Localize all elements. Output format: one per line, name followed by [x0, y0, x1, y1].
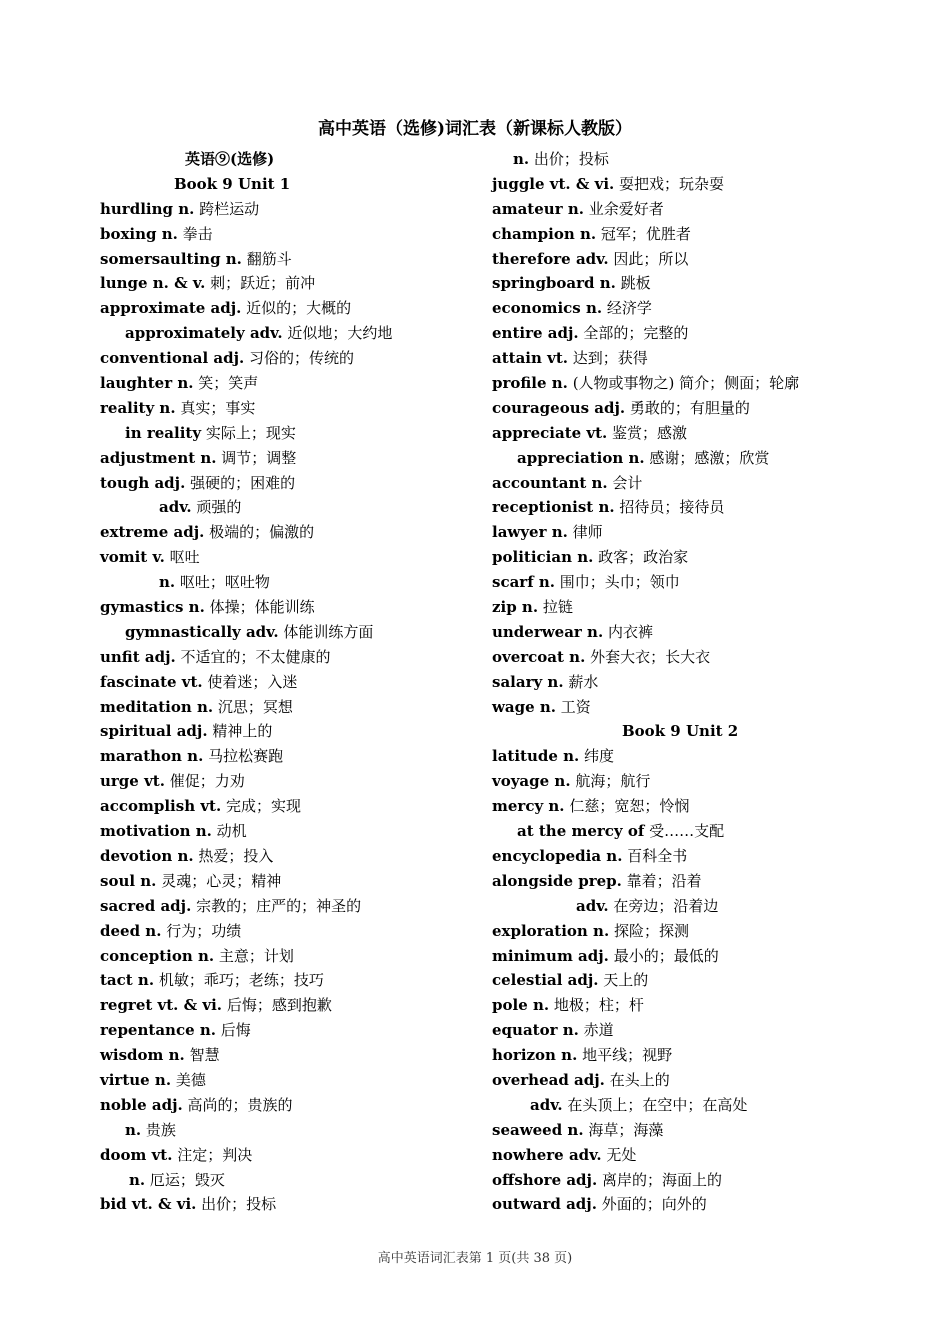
vocab-entry — [492, 570, 932, 595]
entry-definition: 调节；调整 — [221, 448, 297, 467]
entry-headword: overcoat n. — [492, 647, 586, 666]
entry-headword: politician n. — [492, 548, 594, 567]
entry-definition: 实际上；现实 — [205, 423, 296, 442]
entry-definition: 动机 — [216, 822, 247, 841]
entry-headword: alongside prep. — [492, 871, 622, 890]
entry-headword: reality n. — [100, 398, 176, 417]
vocab-entry — [492, 919, 932, 944]
entry-headword: equator n. — [492, 1021, 579, 1040]
entry-headword: deed n. — [100, 921, 162, 940]
entry-definition: 达到；获得 — [572, 349, 648, 368]
entry-definition: 体操；体能训练 — [209, 598, 315, 617]
entry-definition: 真实；事实 — [180, 398, 256, 417]
entry-headword: n. — [125, 1120, 142, 1139]
entry-headword: appreciation n. — [517, 448, 645, 467]
entry-definition: 政客；政治家 — [598, 548, 689, 567]
entry-headword: receptionist n. — [492, 498, 615, 517]
vocab-entry — [100, 919, 480, 944]
entry-definition: 勇敢的；有胆量的 — [629, 398, 750, 417]
entry-definition: 马拉松赛跑 — [208, 747, 284, 766]
entry-headword: entire adj. — [492, 324, 579, 343]
entry-headword: lawyer n. — [492, 523, 568, 542]
entry-headword: 英语⑨(选修) — [185, 150, 275, 168]
vocab-entry — [100, 719, 480, 744]
entry-headword: boxing n. — [100, 224, 178, 243]
vocab-entry — [100, 346, 480, 371]
vocab-entry — [100, 844, 480, 869]
entry-definition: 围巾；头巾；领巾 — [559, 573, 680, 592]
entry-headword: underwear n. — [492, 622, 604, 641]
entry-definition: 机敏；乖巧；老练；技巧 — [158, 971, 324, 990]
vocab-entry — [492, 271, 932, 296]
vocab-entry — [492, 744, 932, 769]
entry-definition: 海草；海藻 — [588, 1120, 664, 1139]
entry-headword: fascinate vt. — [100, 672, 203, 691]
entry-definition: (人物或事物之) 简介；侧面；轮廓 — [572, 374, 800, 393]
entry-definition: 宗教的；庄严的；神圣的 — [196, 896, 362, 915]
entry-headword: celestial adj. — [492, 971, 599, 990]
entry-headword: tact n. — [100, 971, 155, 990]
vocab-entry — [492, 321, 932, 346]
vocab-entry — [492, 620, 932, 645]
vocab-entry — [492, 296, 932, 321]
entry-definition: 律师 — [572, 523, 603, 542]
vocab-entry — [492, 520, 932, 545]
entry-definition: 航海；航行 — [575, 772, 651, 791]
entry-definition: 外面的；向外的 — [601, 1195, 707, 1214]
vocab-entry — [100, 595, 480, 620]
entry-definition: 灵魂；心灵；精神 — [161, 871, 282, 890]
entry-headword: Book 9 Unit 1 — [174, 174, 291, 193]
entry-definition: 全部的；完整的 — [583, 324, 689, 343]
entry-definition: 热爱；投入 — [198, 846, 274, 865]
vocab-entry — [100, 695, 480, 720]
entry-headword: regret vt. & vi. — [100, 996, 223, 1015]
entry-headword: conception n. — [100, 946, 215, 965]
vocab-entry — [492, 894, 932, 919]
entry-definition: 出价；投标 — [201, 1195, 277, 1214]
entry-definition: 近似地；大约地 — [287, 324, 393, 343]
entry-definition: 仁慈；宽恕；怜悯 — [569, 797, 690, 816]
entry-headword: salary n. — [492, 672, 564, 691]
entry-definition: 地极；柱；杆 — [553, 996, 644, 1015]
entry-headword: economics n. — [492, 299, 603, 318]
vocab-entry — [492, 1168, 932, 1193]
entry-headword: virtue n. — [100, 1070, 172, 1089]
entry-headword: repentance n. — [100, 1021, 216, 1040]
vocab-entry — [492, 645, 932, 670]
vocab-entry — [492, 819, 932, 844]
entry-headword: meditation n. — [100, 697, 214, 716]
entry-definition: 出价；投标 — [533, 150, 609, 168]
vocab-entry — [100, 1118, 480, 1143]
entry-definition: 会计 — [612, 473, 643, 492]
entry-definition: 智慧 — [189, 1046, 220, 1065]
vocab-entry — [492, 719, 932, 744]
entry-definition: 注定；判决 — [177, 1145, 253, 1164]
entry-headword: horizon n. — [492, 1046, 578, 1065]
vocab-entry — [492, 545, 932, 570]
vocab-entry — [492, 993, 932, 1018]
vocab-entry — [492, 1018, 932, 1043]
entry-definition: 在旁边；沿着边 — [613, 896, 719, 915]
vocab-entry — [100, 1168, 480, 1193]
vocab-entry — [100, 645, 480, 670]
entry-definition: 顽强的 — [196, 498, 242, 517]
vocab-entry — [100, 1043, 480, 1068]
vocab-entry — [492, 222, 932, 247]
entry-headword: urge vt. — [100, 772, 165, 791]
vocab-entry — [100, 446, 480, 471]
vocab-entry — [492, 944, 932, 969]
entry-definition: 完成；实现 — [225, 797, 301, 816]
entry-headword: n. — [129, 1170, 146, 1189]
vocab-entry — [492, 446, 932, 471]
entry-headword: somersaulting n. — [100, 249, 242, 268]
entry-headword: soul n. — [100, 871, 157, 890]
entry-definition: 翻筋斗 — [246, 249, 292, 268]
vocab-entry — [100, 744, 480, 769]
vocab-entry — [100, 321, 480, 346]
vocab-column-right — [492, 147, 932, 1217]
vocab-entry — [100, 247, 480, 272]
entry-definition: 无处 — [606, 1145, 637, 1164]
vocab-entry — [100, 147, 480, 172]
entry-headword: n. — [513, 150, 530, 168]
vocab-entry — [100, 545, 480, 570]
entry-definition: 耍把戏；玩杂耍 — [619, 174, 725, 193]
entry-definition: 催促；力劝 — [169, 772, 245, 791]
vocab-entry — [492, 869, 932, 894]
entry-headword: appreciate vt. — [492, 423, 608, 442]
vocab-entry — [100, 819, 480, 844]
vocab-entry — [100, 371, 480, 396]
entry-definition: 呕吐 — [169, 548, 200, 567]
vocab-entry — [492, 147, 932, 172]
vocab-entry — [492, 844, 932, 869]
entry-headword: outward adj. — [492, 1195, 597, 1214]
vocab-entry — [492, 695, 932, 720]
entry-definition: 业余爱好者 — [588, 199, 664, 218]
entry-definition: 受……支配 — [649, 822, 725, 841]
entry-definition: 刺；跃近；前冲 — [210, 274, 316, 293]
vocab-entry — [492, 1192, 932, 1217]
entry-definition: 拳击 — [182, 224, 213, 243]
entry-headword: encyclopedia n. — [492, 846, 623, 865]
entry-definition: 地平线；视野 — [582, 1046, 673, 1065]
entry-headword: in reality — [125, 423, 202, 442]
vocab-entry — [100, 271, 480, 296]
entry-headword: motivation n. — [100, 822, 212, 841]
entry-headword: zip n. — [492, 598, 539, 617]
entry-headword: gymnastically adv. — [125, 622, 279, 641]
entry-headword: accomplish vt. — [100, 797, 222, 816]
entry-headword: n. — [159, 573, 176, 592]
entry-definition: 经济学 — [606, 299, 652, 318]
entry-definition: 强硬的；困难的 — [190, 473, 296, 492]
entry-headword: extreme adj. — [100, 523, 205, 542]
vocab-entry — [492, 1118, 932, 1143]
entry-definition: 跨栏运动 — [199, 199, 260, 218]
entry-definition: 美德 — [175, 1070, 206, 1089]
entry-definition: 最小的；最低的 — [613, 946, 719, 965]
entry-definition: 不适宜的；不太健康的 — [180, 647, 331, 666]
vocab-entry — [100, 495, 480, 520]
entry-definition: 近似的；大概的 — [246, 299, 352, 318]
entry-definition: 习俗的；传统的 — [249, 349, 355, 368]
entry-headword: spiritual adj. — [100, 722, 208, 741]
entry-definition: 跳板 — [620, 274, 651, 293]
entry-definition: 沉思；冥想 — [217, 697, 293, 716]
vocab-entry — [100, 1068, 480, 1093]
entry-headword: latitude n. — [492, 747, 580, 766]
vocab-entry — [492, 1093, 932, 1118]
page-title: 高中英语（选修)词汇表（新课标人教版） — [317, 119, 633, 139]
entry-definition: 感谢；感激；欣赏 — [649, 448, 770, 467]
entry-headword: champion n. — [492, 224, 597, 243]
vocab-entry — [100, 1192, 480, 1217]
entry-headword: marathon n. — [100, 747, 204, 766]
vocab-entry — [492, 471, 932, 496]
vocab-entry — [100, 296, 480, 321]
vocab-entry — [100, 570, 480, 595]
vocab-entry — [492, 968, 932, 993]
vocab-entry — [492, 197, 932, 222]
entry-definition: 拉链 — [542, 598, 573, 617]
vocab-entry — [492, 1143, 932, 1168]
entry-headword: sacred adj. — [100, 896, 192, 915]
entry-definition: 天上的 — [603, 971, 649, 990]
entry-definition: 冠军；优胜者 — [600, 224, 691, 243]
vocab-entry — [100, 1093, 480, 1118]
entry-headword: overhead adj. — [492, 1070, 605, 1089]
entry-headword: wisdom n. — [100, 1046, 185, 1065]
entry-definition: 在头上的 — [609, 1070, 670, 1089]
entry-headword: springboard n. — [492, 274, 616, 293]
entry-headword: devotion n. — [100, 846, 194, 865]
entry-definition: 行为；功绩 — [166, 921, 242, 940]
vocab-entry — [100, 421, 480, 446]
vocab-entry — [100, 670, 480, 695]
entry-definition: 极端的；偏激的 — [209, 523, 315, 542]
entry-headword: Book 9 Unit 2 — [622, 722, 739, 741]
entry-definition: 贵族 — [145, 1120, 176, 1139]
entry-definition: 探险；探测 — [613, 921, 689, 940]
entry-headword: courageous adj. — [492, 398, 626, 417]
vocab-entry — [492, 595, 932, 620]
entry-definition: 靠着；沿着 — [626, 871, 702, 890]
entry-headword: nowhere adv. — [492, 1145, 602, 1164]
entry-headword: wage n. — [492, 697, 557, 716]
vocab-entry — [100, 794, 480, 819]
entry-headword: hurdling n. — [100, 199, 195, 218]
entry-headword: accountant n. — [492, 473, 608, 492]
entry-definition: 外套大衣；长大衣 — [590, 647, 711, 666]
entry-headword: unfit adj. — [100, 647, 176, 666]
entry-headword: vomit v. — [100, 548, 165, 567]
entry-definition: 精神上的 — [212, 722, 273, 741]
entry-definition: 工资 — [560, 697, 591, 716]
entry-headword: minimum adj. — [492, 946, 609, 965]
entry-definition: 笑；笑声 — [198, 374, 259, 393]
entry-headword: lunge n. & v. — [100, 274, 206, 293]
entry-headword: noble adj. — [100, 1095, 183, 1114]
entry-headword: exploration n. — [492, 921, 610, 940]
entry-definition: 内衣裤 — [607, 622, 653, 641]
vocab-entry — [100, 620, 480, 645]
entry-headword: scarf n. — [492, 573, 556, 592]
vocab-entry — [492, 247, 932, 272]
vocab-entry — [492, 396, 932, 421]
entry-headword: therefore adv. — [492, 249, 609, 268]
vocab-entry — [492, 421, 932, 446]
entry-headword: doom vt. — [100, 1145, 173, 1164]
entry-definition: 主意；计划 — [218, 946, 294, 965]
entry-headword: juggle vt. & vi. — [492, 174, 615, 193]
vocab-entry — [100, 993, 480, 1018]
vocab-entry — [492, 1068, 932, 1093]
vocab-column-left — [100, 147, 480, 1217]
entry-definition: 体能训练方面 — [283, 622, 374, 641]
entry-definition: 厄运；毁灭 — [149, 1170, 225, 1189]
vocab-entry — [100, 471, 480, 496]
vocab-entry — [100, 1018, 480, 1043]
vocab-entry — [492, 346, 932, 371]
entry-definition: 招待员；接待员 — [619, 498, 725, 517]
vocab-entry — [492, 495, 932, 520]
entry-headword: amateur n. — [492, 199, 584, 218]
entry-headword: voyage n. — [492, 772, 571, 791]
entry-headword: tough adj. — [100, 473, 186, 492]
entry-definition: 在头顶上；在空中；在高处 — [567, 1095, 748, 1114]
vocab-entry — [100, 769, 480, 794]
entry-definition: 纬度 — [584, 747, 615, 766]
vocab-entry — [492, 1043, 932, 1068]
entry-definition: 呕吐；呕吐物 — [179, 573, 270, 592]
entry-definition: 高尚的；贵族的 — [187, 1095, 293, 1114]
entry-headword: offshore adj. — [492, 1170, 598, 1189]
page-footer: 高中英语词汇表第 1 页(共 38 页) — [377, 1251, 573, 1266]
entry-headword: adv. — [159, 498, 192, 517]
vocab-entry — [492, 670, 932, 695]
entry-headword: at the mercy of — [517, 822, 645, 841]
vocab-entry — [100, 222, 480, 247]
entry-definition: 百科全书 — [627, 846, 688, 865]
vocab-entry — [100, 172, 480, 197]
entry-definition: 因此；所以 — [613, 249, 689, 268]
entry-definition: 离岸的；海面上的 — [601, 1170, 722, 1189]
vocab-entry — [492, 172, 932, 197]
vocab-entry — [100, 869, 480, 894]
entry-definition: 赤道 — [583, 1021, 614, 1040]
entry-headword: adjustment n. — [100, 448, 217, 467]
entry-definition: 鉴赏；感激 — [612, 423, 688, 442]
entry-definition: 后悔；感到抱歉 — [226, 996, 332, 1015]
entry-headword: approximate adj. — [100, 299, 242, 318]
entry-headword: adv. — [530, 1095, 563, 1114]
entry-headword: approximately adv. — [125, 324, 283, 343]
entry-headword: pole n. — [492, 996, 550, 1015]
entry-headword: laughter n. — [100, 374, 194, 393]
entry-headword: conventional adj. — [100, 349, 245, 368]
vocab-entry — [100, 520, 480, 545]
entry-headword: seaweed n. — [492, 1120, 584, 1139]
entry-headword: profile n. — [492, 374, 568, 393]
vocab-entry — [100, 968, 480, 993]
entry-definition: 使着迷；入迷 — [207, 672, 298, 691]
entry-headword: gymastics n. — [100, 598, 205, 617]
entry-headword: bid vt. & vi. — [100, 1195, 197, 1214]
vocab-entry — [100, 944, 480, 969]
vocab-entry — [100, 396, 480, 421]
vocab-entry — [492, 371, 932, 396]
vocab-entry — [492, 794, 932, 819]
vocab-entry — [100, 197, 480, 222]
entry-headword: adv. — [576, 896, 609, 915]
vocab-entry — [100, 894, 480, 919]
entry-headword: attain vt. — [492, 349, 568, 368]
vocab-entry — [100, 1143, 480, 1168]
entry-headword: mercy n. — [492, 797, 565, 816]
vocab-entry — [492, 769, 932, 794]
entry-definition: 后悔 — [220, 1021, 251, 1040]
entry-definition: 薪水 — [568, 672, 599, 691]
